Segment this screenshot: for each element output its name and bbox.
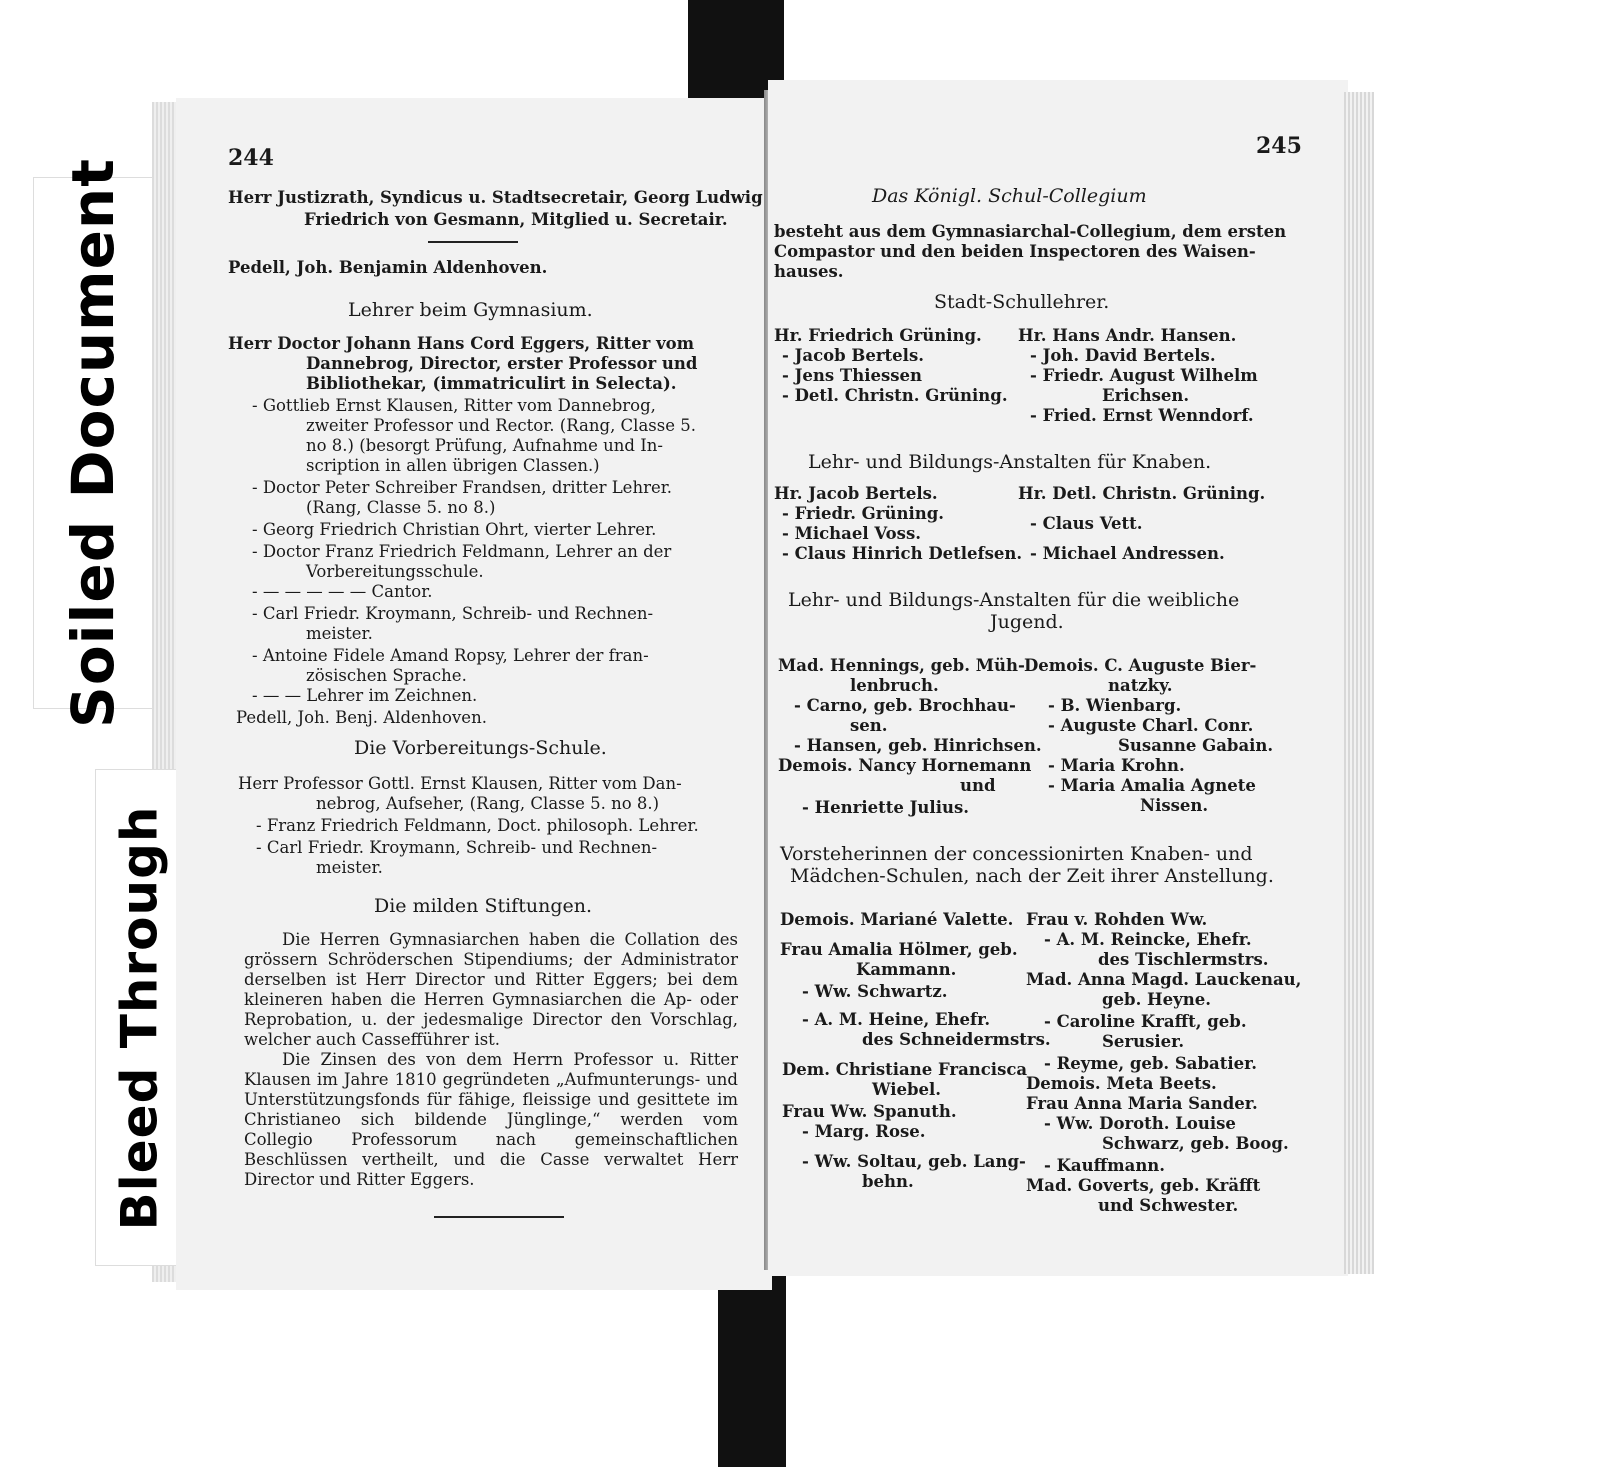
section-heading: Die Vorbereitungs-Schule. xyxy=(354,737,607,759)
list-item: meister. xyxy=(306,624,373,643)
list-item: Hr. Hans Andr. Hansen. xyxy=(1018,326,1237,345)
section-heading: Jugend. xyxy=(990,611,1064,633)
list-item: - — — Lehrer im Zeichnen. xyxy=(252,686,478,705)
list-item: - Maria Krohn. xyxy=(1048,756,1185,775)
bleed-through-label: Bleed Through xyxy=(96,770,182,1265)
list-item: - Antoine Fidele Amand Ropsy, Lehrer der fran- xyxy=(252,646,649,665)
list-item: zösischen Sprache. xyxy=(306,666,467,685)
list-item: Kammann. xyxy=(856,960,957,979)
list-item: - Ww. Doroth. Louise xyxy=(1044,1114,1236,1133)
section-heading: Vorsteherinnen der concessionirten Knaben- und xyxy=(780,843,1253,865)
list-item: meister. xyxy=(316,858,383,877)
list-item: - Claus Vett. xyxy=(1030,514,1143,533)
list-item: Mad. Hennings, geb. Müh- xyxy=(778,656,1025,675)
pedell-line: Pedell, Joh. Benj. Aldenhoven. xyxy=(236,708,487,727)
list-item: - Marg. Rose. xyxy=(802,1122,926,1141)
list-item: Frau Anna Maria Sander. xyxy=(1026,1094,1258,1113)
list-item: des Tischlermstrs. xyxy=(1098,950,1269,969)
list-item: Serusier. xyxy=(1102,1032,1185,1051)
list-item: - Gottlieb Ernst Klausen, Ritter vom Dannebrog, xyxy=(252,396,656,415)
list-item: - Doctor Franz Friedrich Feldmann, Lehrer an der xyxy=(252,542,672,561)
list-item: - Friedr. Grüning. xyxy=(782,504,945,523)
section-heading: Lehr- und Bildungs-Anstalten für Knaben. xyxy=(808,451,1212,473)
list-item: - Henriette Julius. xyxy=(802,798,969,817)
list-item: - Caroline Krafft, geb. xyxy=(1044,1012,1247,1031)
list-item: - A. M. Heine, Ehefr. xyxy=(802,1010,991,1029)
list-item: Dem. Christiane Francisca xyxy=(782,1060,1028,1079)
list-item: - Friedr. August Wilhelm xyxy=(1030,366,1258,385)
soiled-document-label: Soiled Document xyxy=(34,178,152,708)
paragraph: Die Zinsen des von dem Herrn Professor u. Ritter Klausen im Jahre 1810 gegründeten „Aufmunterungs- und Unterstützungsfonds für fähige, fleissige und gesittete im Christianeo sich bildende Jünglinge,“ werden vom Collegio Professorum nach gemeinschaftlichen Beschlüssen vertheilt, und die Casse verwaltet Herr Director und Ritter Eggers. xyxy=(244,1050,738,1189)
book-spine-bottom xyxy=(718,1275,786,1467)
list-item: Demois. Mariané Valette. xyxy=(780,910,1014,929)
intro-line: Herr Justizrath, Syndicus u. Stadtsecretair, Georg Ludwig xyxy=(228,188,763,207)
paragraph: Die Herren Gymnasiarchen haben die Collation des grössern Schröderschen Stipendiums; der Administrator derselben ist Herr Director und Ritter Eggers; bei dem kleineren haben die Herren Gymnasiarchen die Ap- oder Reprobation, u. der jedesmalige Director den Vorschlag, welcher auch Cassefführer ist. xyxy=(244,930,738,1049)
list-item: - Michael Andressen. xyxy=(1030,544,1225,563)
section-heading: Mädchen-Schulen, nach der Zeit ihrer Anstellung. xyxy=(790,865,1274,887)
list-item: - Joh. David Bertels. xyxy=(1030,346,1216,365)
section-heading: Die milden Stiftungen. xyxy=(374,895,592,917)
list-item: Vorbereitungsschule. xyxy=(306,562,484,581)
list-item: Herr Doctor Johann Hans Cord Eggers, Ritter vom xyxy=(228,334,695,353)
list-item: natzky. xyxy=(1108,676,1173,695)
right-page xyxy=(768,80,1348,1276)
list-item: sen. xyxy=(850,716,888,735)
list-item: - Maria Amalia Agnete xyxy=(1048,776,1256,795)
list-item: - Hansen, geb. Hinrichsen. xyxy=(794,736,1042,755)
list-item: des Schneidermstrs. xyxy=(862,1030,1051,1049)
list-item: Frau Ww. Spanuth. xyxy=(782,1102,957,1121)
list-item: und Schwester. xyxy=(1098,1196,1239,1215)
list-item: - Georg Friedrich Christian Ohrt, vierter Lehrer. xyxy=(252,520,657,539)
intro-line: hauses. xyxy=(774,262,844,281)
book-page-edge-right xyxy=(1344,92,1374,1274)
list-item: Mad. Anna Magd. Lauckenau, xyxy=(1026,970,1302,989)
list-item: - Ww. Soltau, geb. Lang- xyxy=(802,1152,1026,1171)
list-item: Erichsen. xyxy=(1102,386,1190,405)
list-item: - Ww. Schwartz. xyxy=(802,982,948,1001)
list-item: behn. xyxy=(862,1172,914,1191)
list-item: Wiebel. xyxy=(872,1080,942,1099)
list-item: Herr Professor Gottl. Ernst Klausen, Ritter vom Dan- xyxy=(238,774,682,793)
list-item: Nissen. xyxy=(1140,796,1209,815)
list-item: - Carl Friedr. Kroymann, Schreib- und Rechnen- xyxy=(252,604,654,623)
list-item: Frau Amalia Hölmer, geb. xyxy=(780,940,1018,959)
list-item: zweiter Professor und Rector. (Rang, Classe 5. xyxy=(306,416,696,435)
list-item: Bibliothekar, (immatriculirt in Selecta). xyxy=(306,374,677,393)
list-item: Hr. Friedrich Grüning. xyxy=(774,326,982,345)
list-item: - Fried. Ernst Wenndorf. xyxy=(1030,406,1254,425)
list-item: - Reyme, geb. Sabatier. xyxy=(1044,1054,1258,1073)
divider xyxy=(428,241,518,243)
list-item: - Franz Friedrich Feldmann, Doct. philosoph. Lehrer. xyxy=(256,816,699,835)
list-item: Hr. Detl. Christn. Grüning. xyxy=(1018,484,1266,503)
list-item: no 8.) (besorgt Prüfung, Aufnahme und In- xyxy=(306,436,663,455)
list-item: - Carl Friedr. Kroymann, Schreib- und Rechnen- xyxy=(256,838,658,857)
list-item: - — — — — — Cantor. xyxy=(252,582,433,601)
page-number: 245 xyxy=(1256,133,1302,159)
list-item: - Doctor Peter Schreiber Frandsen, dritter Lehrer. xyxy=(252,478,673,497)
list-item: - B. Wienbarg. xyxy=(1048,696,1182,715)
list-item: geb. Heyne. xyxy=(1102,990,1211,1009)
list-item: - Carno, geb. Brochhau- xyxy=(794,696,1016,715)
list-item: Susanne Gabain. xyxy=(1118,736,1274,755)
pedell-line: Pedell, Joh. Benjamin Aldenhoven. xyxy=(228,258,548,277)
list-item: Mad. Goverts, geb. Kräfft xyxy=(1026,1176,1261,1195)
intro-line: Friedrich von Gesmann, Mitglied u. Secretair. xyxy=(304,210,728,229)
list-item: - Claus Hinrich Detlefsen. xyxy=(782,544,1023,563)
list-item: Hr. Jacob Bertels. xyxy=(774,484,938,503)
section-heading: Lehr- und Bildungs-Anstalten für die weibliche xyxy=(788,589,1240,611)
list-item: Dannebrog, Director, erster Professor und xyxy=(306,354,698,373)
list-item: - Michael Voss. xyxy=(782,524,921,543)
list-item: - Kauffmann. xyxy=(1044,1156,1166,1175)
list-item: scription in allen übrigen Classen.) xyxy=(306,456,600,475)
list-item: Frau v. Rohden Ww. xyxy=(1026,910,1208,929)
list-item: - Detl. Christn. Grüning. xyxy=(782,386,1008,405)
page-number: 244 xyxy=(228,145,274,171)
section-heading: Lehrer beim Gymnasium. xyxy=(348,299,593,321)
intro-line: Compastor und den beiden Inspectoren des Waisen- xyxy=(774,242,1256,261)
list-item: - Jacob Bertels. xyxy=(782,346,924,365)
list-item: Demois. Meta Beets. xyxy=(1026,1074,1217,1093)
list-item: - A. M. Reincke, Ehefr. xyxy=(1044,930,1252,949)
list-item: - Jens Thiessen xyxy=(782,366,923,385)
list-item: und xyxy=(960,776,996,795)
list-item: Demois. C. Auguste Bier- xyxy=(1024,656,1257,675)
intro-line: besteht aus dem Gymnasiarchal-Collegium, dem ersten xyxy=(774,222,1287,241)
list-item: lenbruch. xyxy=(850,676,939,695)
list-item: (Rang, Classe 5. no 8.) xyxy=(306,498,496,517)
divider xyxy=(434,1216,564,1218)
left-page xyxy=(176,98,772,1290)
list-item: Demois. Nancy Hornemann xyxy=(778,756,1032,775)
list-item: Schwarz, geb. Boog. xyxy=(1102,1134,1289,1153)
section-heading: Stadt-Schullehrer. xyxy=(934,291,1110,313)
page-title: Das Königl. Schul-Collegium xyxy=(872,185,1147,207)
list-item: - Auguste Charl. Conr. xyxy=(1048,716,1254,735)
list-item: nebrog, Aufseher, (Rang, Classe 5. no 8.) xyxy=(316,794,660,813)
